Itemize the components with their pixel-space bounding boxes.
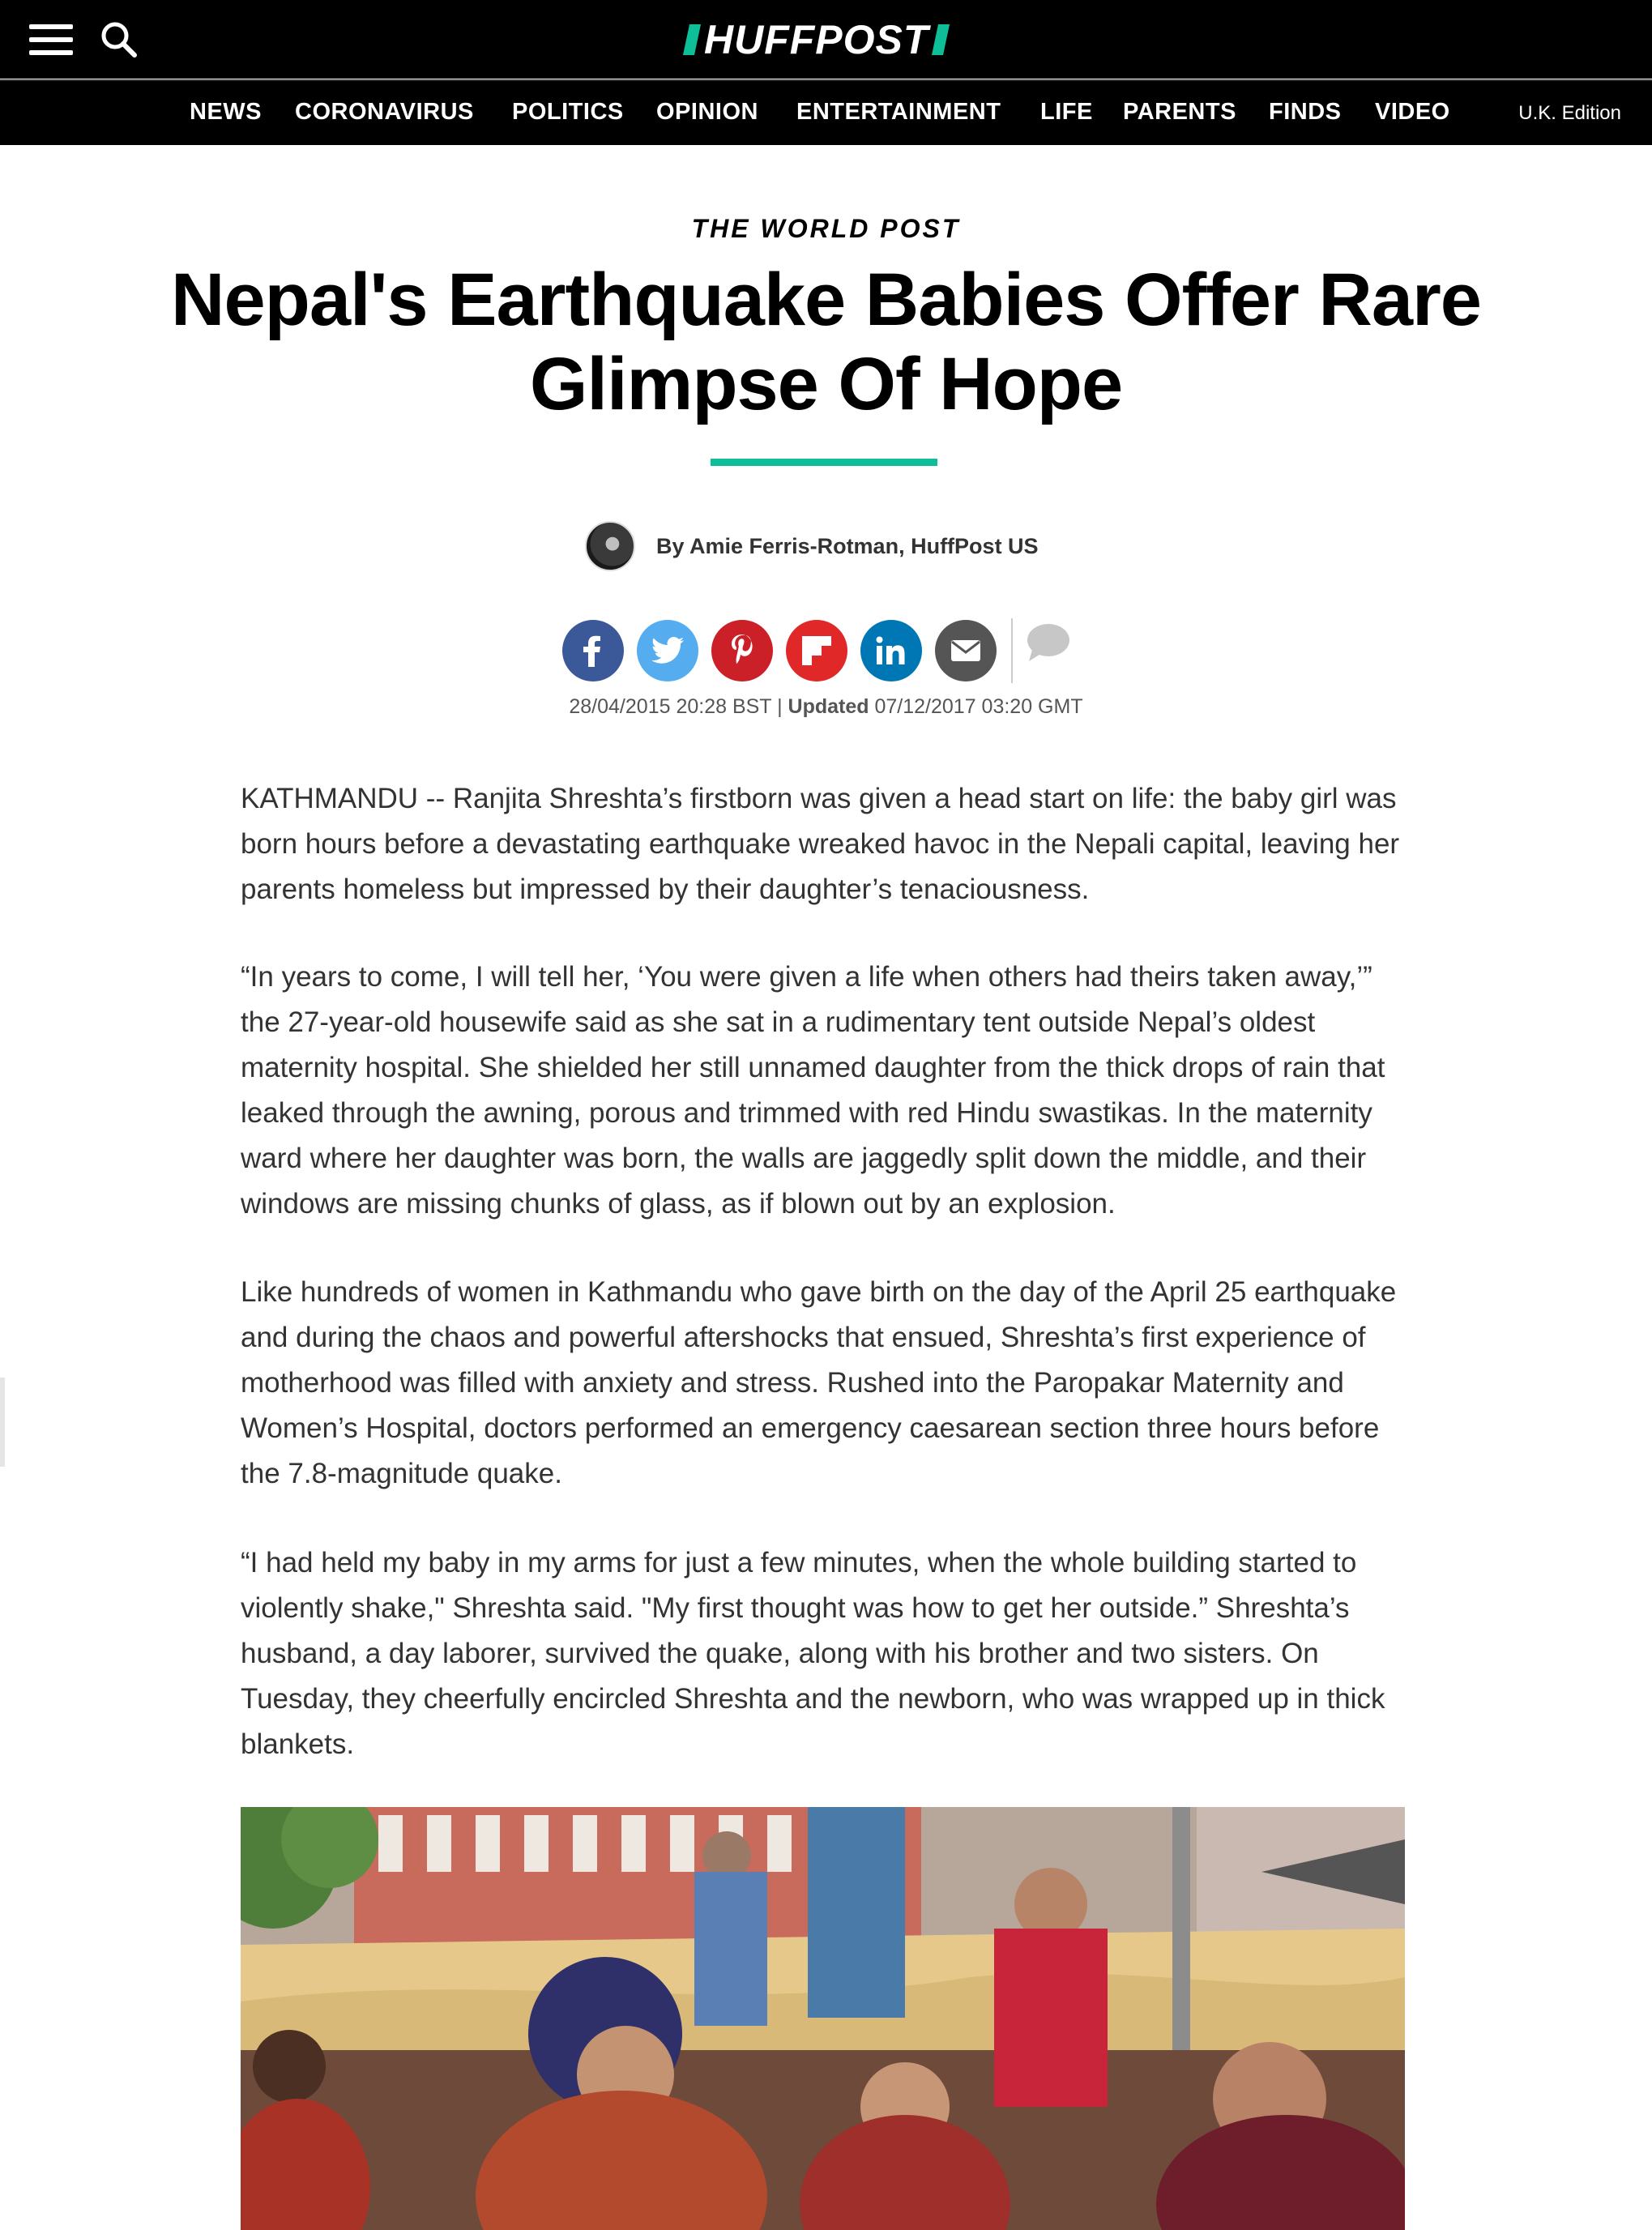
nav-politics[interactable]: POLITICS [512, 99, 624, 125]
published-date: 28/04/2015 20:28 BST [569, 695, 772, 718]
edition-selector[interactable]: U.K. Edition [1518, 102, 1621, 124]
flipboard-share-button[interactable] [786, 620, 847, 681]
comment-icon[interactable] [1024, 622, 1073, 663]
timestamp-separator: | [777, 695, 783, 718]
share-bar [562, 620, 1073, 681]
huffpost-logo[interactable]: HUFFPOST [686, 21, 946, 58]
article-photo[interactable] [241, 1807, 1405, 2230]
nav-coronavirus[interactable]: CORONAVIRUS [295, 99, 474, 125]
author-name[interactable]: By Amie Ferris-Rotman, HuffPost US [656, 533, 1039, 558]
facebook-share-button[interactable] [562, 620, 624, 681]
article-paragraph: KATHMANDU -- Ranjita Shreshta’s firstborn was given a head start on life: the baby girl was born hours before a devastating earthquake wreaked havoc in the Nepali capital, leaving her parents homeless but impressed by their daughter’s tenaciousness. [241, 783, 1400, 905]
nav-entertainment[interactable]: ENTERTAINMENT [796, 99, 1001, 125]
article-timestamp [0, 695, 1652, 719]
flipboard-icon [802, 636, 831, 665]
page-edge-tab [0, 1378, 5, 1467]
nav-finds[interactable]: FINDS [1269, 99, 1342, 125]
updated-label: Updated [788, 695, 869, 718]
pinterest-share-button[interactable] [711, 620, 773, 681]
twitter-icon [651, 637, 684, 664]
email-share-button[interactable] [935, 620, 997, 681]
share-divider [1011, 618, 1013, 683]
nav-video[interactable]: VIDEO [1375, 99, 1450, 125]
linkedin-icon [876, 636, 907, 665]
article-paragraph: “In years to come, I will tell her, ‘You were given a life when others had theirs taken away,’” the 27-year-old housewife said as she sat in a rudimentary tent outside Nepal’s oldest maternity hospital. She shielded her still unnamed daughter from the thick drops of rain that leaked through the awning, porous and trimmed with red Hindu swastikas. In the maternity ward where her daughter was born, the walls are jaggedly split down the middle, and their windows are missing chunks of glass, as if blown out by an explosion. [241, 961, 1385, 1220]
email-icon [950, 639, 981, 662]
nav-opinion[interactable]: OPINION [656, 99, 758, 125]
updated-date: 07/12/2017 03:20 GMT [874, 695, 1083, 718]
pinterest-icon [730, 634, 754, 667]
facebook-icon [578, 634, 608, 667]
nav-news[interactable]: NEWS [190, 99, 262, 125]
section-nav [0, 79, 1652, 145]
search-icon[interactable] [99, 19, 139, 60]
author-avatar[interactable] [585, 521, 635, 571]
article-headline: Nepal's Earthquake Babies Offer Rare Glimpse Of Hope [171, 258, 1481, 425]
section-label[interactable]: THE WORLD POST [691, 214, 961, 243]
top-bar [0, 0, 1652, 79]
photo-illustration [241, 1807, 1405, 2230]
nav-life[interactable]: LIFE [1040, 99, 1093, 125]
twitter-share-button[interactable] [637, 620, 698, 681]
linkedin-share-button[interactable] [860, 620, 922, 681]
article-paragraph: “I had held my baby in my arms for just a few minutes, when the whole building started to violently shake," Shreshta said. "My first thought was how to get her outside.” Shreshta’s husband, a day laborer, survived the quake, along with his brother and two sisters. On Tuesday, they cheerfully encircled Shreshta and the newborn, who was wrapped up in thick blankets. [241, 1547, 1385, 1760]
nav-parents[interactable]: PARENTS [1123, 99, 1236, 125]
article-paragraph: Like hundreds of women in Kathmandu who gave birth on the day of the April 25 earthquake and during the chaos and powerful aftershocks that ensued, Shreshta’s first experience of motherhood was filled with anxiety and stress. Rushed into the Paropakar Maternity and Women’s Hospital, doctors performed an emergency caesarean section three hours before the 7.8-magnitude quake. [241, 1276, 1397, 1489]
headline-divider [711, 459, 937, 466]
menu-icon[interactable] [29, 24, 75, 55]
byline [585, 519, 1039, 574]
